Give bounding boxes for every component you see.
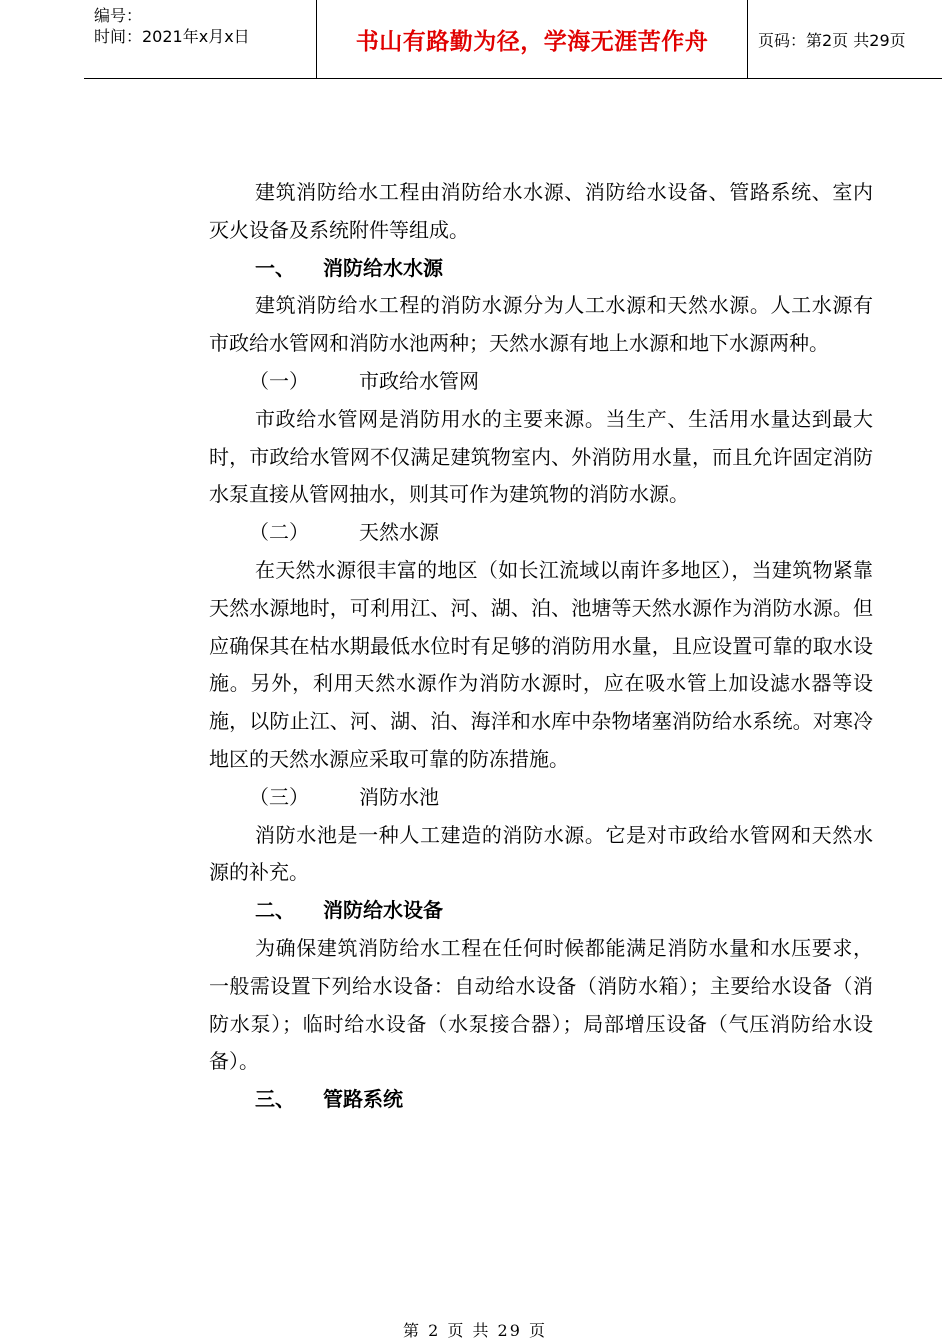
body-paragraph: 建筑消防给水工程的消防水源分为人工水源和天然水源。人工水源有市政给水管网和消防水池两种；天然水源有地上水源和地下水源两种。 — [209, 293, 873, 356]
section-title: 管路系统 — [323, 1087, 403, 1112]
document-number-label: 编号： — [94, 6, 143, 25]
page-header — [84, 0, 942, 79]
subsection-title: 天然水源 — [359, 520, 439, 545]
body-paragraph: 市政给水管网是消防用水的主要来源。当生产、生活用水量达到最大时，市政给水管网不仅满足建筑物室内、外消防用水量，而且允许固定消防水泵直接从管网抽水，则其可作为建筑物的消防水源。 — [209, 406, 873, 507]
section-title: 消防给水水源 — [323, 255, 443, 280]
body-paragraph: 消防水池是一种人工建造的消防水源。它是对市政给水管网和天然水源的补充。 — [209, 822, 873, 885]
body-paragraph: 在天然水源很丰富的地区（如长江流域以南许多地区），当建筑物紧靠天然水源地时，可利用江、河、湖、泊、池塘等天然水源作为消防水源。但应确保其在枯水期最低水位时有足够的消防用水量，且应设置可靠的取水设施。另外，利用天然水源作为消防水源时，应在吸水管上加设滤水器等设施，以防止江、河、湖、泊、海洋和水库中杂物堵塞消防给水系统。对寒冷地区的天然水源应采取可靠的防冻措施。 — [209, 557, 873, 771]
section-number: 二、 — [255, 898, 295, 923]
subsection-number: （一） — [249, 368, 309, 393]
header-motto: 书山有路勤为径，学海无涯苦作舟 — [316, 0, 748, 78]
header-page-cell — [748, 0, 942, 78]
body-paragraph: 为确保建筑消防给水工程在任何时候都能满足消防水量和水压要求，一般需设置下列给水设备：自动给水设备（消防水箱）；主要给水设备（消防水泵）；临时给水设备（水泵接合器）；局部增压设备（气压消防给水设备）。 — [209, 935, 873, 1074]
subsection-title: 市政给水管网 — [359, 368, 479, 393]
section-number: 三、 — [255, 1087, 295, 1112]
header-page-info: 页码：第2页 共29页 — [758, 30, 906, 50]
section-title: 消防给水设备 — [323, 898, 443, 923]
section-heading-1 — [209, 250, 873, 288]
section-heading-3 — [209, 1081, 873, 1119]
subsection-title: 消防水池 — [359, 784, 439, 809]
subsection-number: （三） — [249, 784, 309, 809]
section-heading-2 — [209, 892, 873, 930]
subsection-number: （二） — [249, 520, 309, 545]
document-body — [209, 174, 873, 1119]
section-number: 一、 — [255, 255, 295, 280]
intro-paragraph: 建筑消防给水工程由消防给水水源、消防给水设备、管路系统、室内灭火设备及系统附件等组成。 — [209, 180, 873, 242]
page-footer: 第 2 页 共 29 页 — [403, 1321, 547, 1340]
header-left-cell — [84, 0, 316, 78]
subsection-heading-2 — [209, 514, 873, 552]
subsection-heading-3 — [209, 779, 873, 817]
subsection-heading-1 — [209, 363, 873, 401]
document-time-label: 时间：2021年x月x日 — [94, 27, 250, 46]
